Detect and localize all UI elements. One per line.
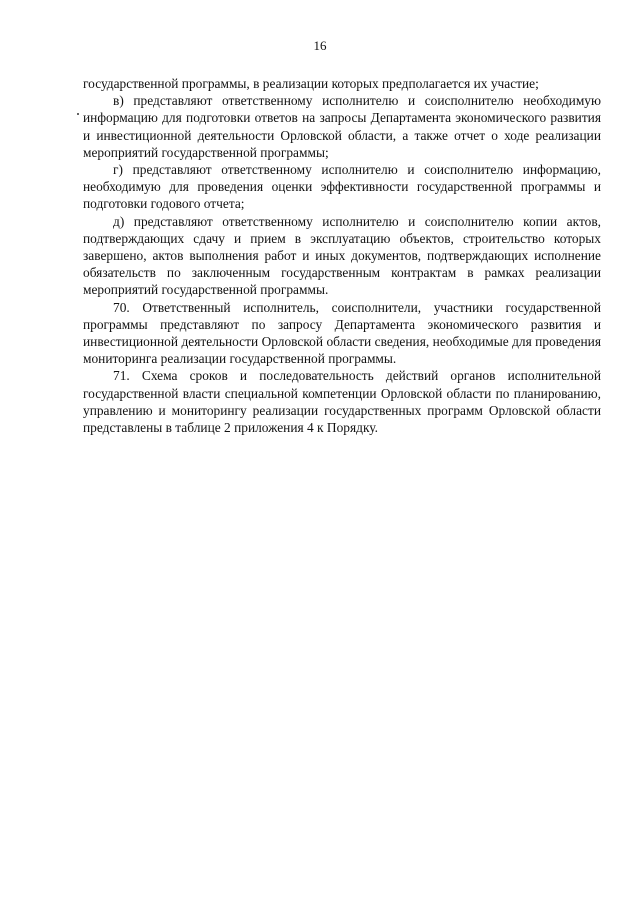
- paragraph-item-d: д) представляют ответственному исполнителю и соисполнителю копии актов, подтверждающих сдачу и прием в эксплуатацию объектов, строительство которых завершено, актов выполнения работ и иных документов, подтверждающих исполнение обязательств по заключенным государственным контрактам в рамках реализации мероприятий государственной программы.: [83, 213, 601, 298]
- paragraph-continuation: государственной программы, в реализации которых предполагается их участие;: [83, 76, 539, 91]
- paragraph-71: 71. Схема сроков и последовательность действий органов исполнительной государственной власти специальной компетенции Орловской области по планированию, управлению и мониторингу реализации государственных программ Орловской области представлены в таблице 2 приложения 4 к Порядку.: [83, 368, 601, 436]
- document-body: [83, 75, 601, 436]
- page-number: 16: [313, 38, 327, 53]
- paragraph-item-g: г) представляют ответственному исполнителю и соисполнителю информацию, необходимую для проведения оценки эффективности государственной программы и подготовки годового отчета;: [83, 162, 601, 212]
- scan-artifact-dot: [77, 113, 79, 115]
- paragraph-70: 70. Ответственный исполнитель, соисполнители, участники государственной программы представляют по запросу Департамента экономического развития и инвестиционной деятельности Орловской области сведения, необходимые для проведения мониторинга реализации государственной программы.: [83, 299, 601, 367]
- paragraph-item-v: в) представляют ответственному исполнителю и соисполнителю необходимую информацию для подготовки ответов на запросы Департамента экономического развития и инвестиционной деятельности Орловской области, а также отчет о ходе реализации мероприятий государственной программы;: [83, 93, 601, 160]
